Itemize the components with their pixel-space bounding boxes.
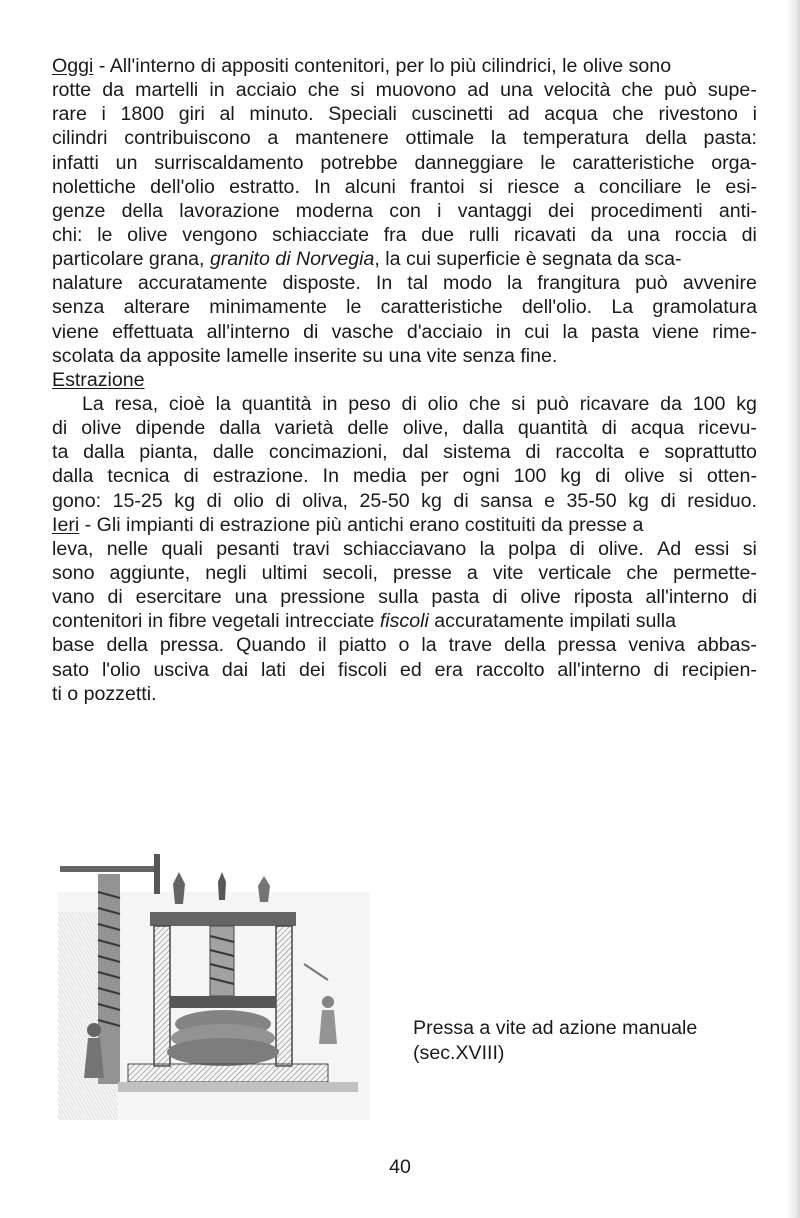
text-line — [52, 609, 757, 633]
caption-title: Pressa a vite ad azione manuale — [413, 1017, 698, 1039]
ieri-line-5: contenitori in fibre vegetali intrecciate fiscoli accuratamente impilati sulla — [52, 610, 677, 633]
heading-estrazione: Estrazione — [52, 368, 145, 391]
text-line: ti o pozzetti. — [52, 682, 157, 705]
text-line: rotte da martelli in acciaio che si muovono ad una velocità che può supe- — [52, 79, 757, 102]
text-line: chi: le olive vengono schiacciate fra due rulli ricavati da una roccia di — [52, 223, 757, 246]
text-line: sato l'olio usciva dai lati dei fiscoli ed era raccolto all'interno di recipien- — [52, 658, 757, 681]
text-line: infatti un surriscaldamento potrebbe danneggiare le caratteristiche orga- — [52, 151, 757, 174]
text-line: nolettiche dell'olio estratto. In alcuni frantoi si riesce a conciliare le esi- — [52, 175, 757, 198]
text-line: ta dalla pianta, dalle concimazioni, dal sistema di raccolta e soprattutto — [52, 441, 757, 464]
text-line: rare i 1800 giri al minuto. Speciali cuscinetti ad acqua che rivestono i — [52, 103, 757, 126]
text-line: sono aggiunte, negli ultimi secoli, presse a vite verticale che permette- — [52, 561, 757, 584]
caption-date: (sec.XVIII) — [413, 1041, 505, 1064]
text-line: scolata da apposite lamelle inserite su una vite senza fine. — [52, 344, 558, 367]
text-line — [52, 368, 757, 392]
heading-ieri: Ieri — [52, 513, 80, 536]
body-text — [52, 54, 757, 706]
italic-term: fiscoli — [379, 610, 429, 633]
page-number: 40 — [389, 1156, 411, 1178]
text-line: genze della lavorazione moderna con i vantaggi dei procedimenti anti- — [52, 199, 757, 222]
oggi-line-9: particolare grana, granito di Norvegia, la cui superficie è segnata da sca- — [52, 248, 682, 271]
text-line — [52, 513, 757, 537]
text-line — [52, 247, 757, 271]
text-line: nalature accuratamente disposte. In tal modo la frangitura può avvenire — [52, 272, 757, 295]
text-line: gono: 15-25 kg di olio di oliva, 25-50 kg di sansa e 35-50 kg di residuo. — [52, 489, 757, 512]
text-line: senza alterare minimamente le caratteristiche dell'olio. La gramolatura — [52, 296, 757, 319]
text-line: leva, nelle quali pesanti travi schiacciavano la polpa di olive. Ad essi si — [52, 537, 757, 560]
oggi-line-1: Oggi - All'interno di appositi contenitori, per lo più cilindrici, le olive sono — [52, 55, 672, 77]
text-line: dalla tecnica di estrazione. In media per ogni 100 kg di olive si otten- — [52, 465, 757, 488]
figure-caption — [413, 1016, 697, 1065]
text-line: di olive dipende dalla varietà delle olive, dalla quantità di acqua ricevu- — [52, 417, 757, 440]
text-line: viene effettuata all'interno di vasche d'acciaio in cui la pasta viene rime- — [52, 320, 757, 343]
text-line: La resa, cioè la quantità in peso di olio che si può ricavare da 100 kg — [82, 392, 757, 415]
text-line: cilindri contribuiscono a mantenere ottimale la temperatura della pasta: — [52, 127, 757, 150]
page-edge-shadow — [786, 0, 800, 1218]
ieri-line-1: Ieri - Gli impianti di estrazione più antichi erano costituiti da presse a — [52, 513, 644, 536]
text-line — [52, 54, 757, 78]
text-line: base della pressa. Quando il piatto o la trave della pressa veniva abbas- — [52, 634, 757, 657]
screw-press-illustration — [58, 852, 370, 1120]
heading-oggi: Oggi — [52, 55, 94, 77]
text-line: vano di esercitare una pressione sulla pasta di olive riposta all'interno di — [52, 586, 757, 609]
italic-term: granito di Norvegia — [209, 248, 375, 271]
